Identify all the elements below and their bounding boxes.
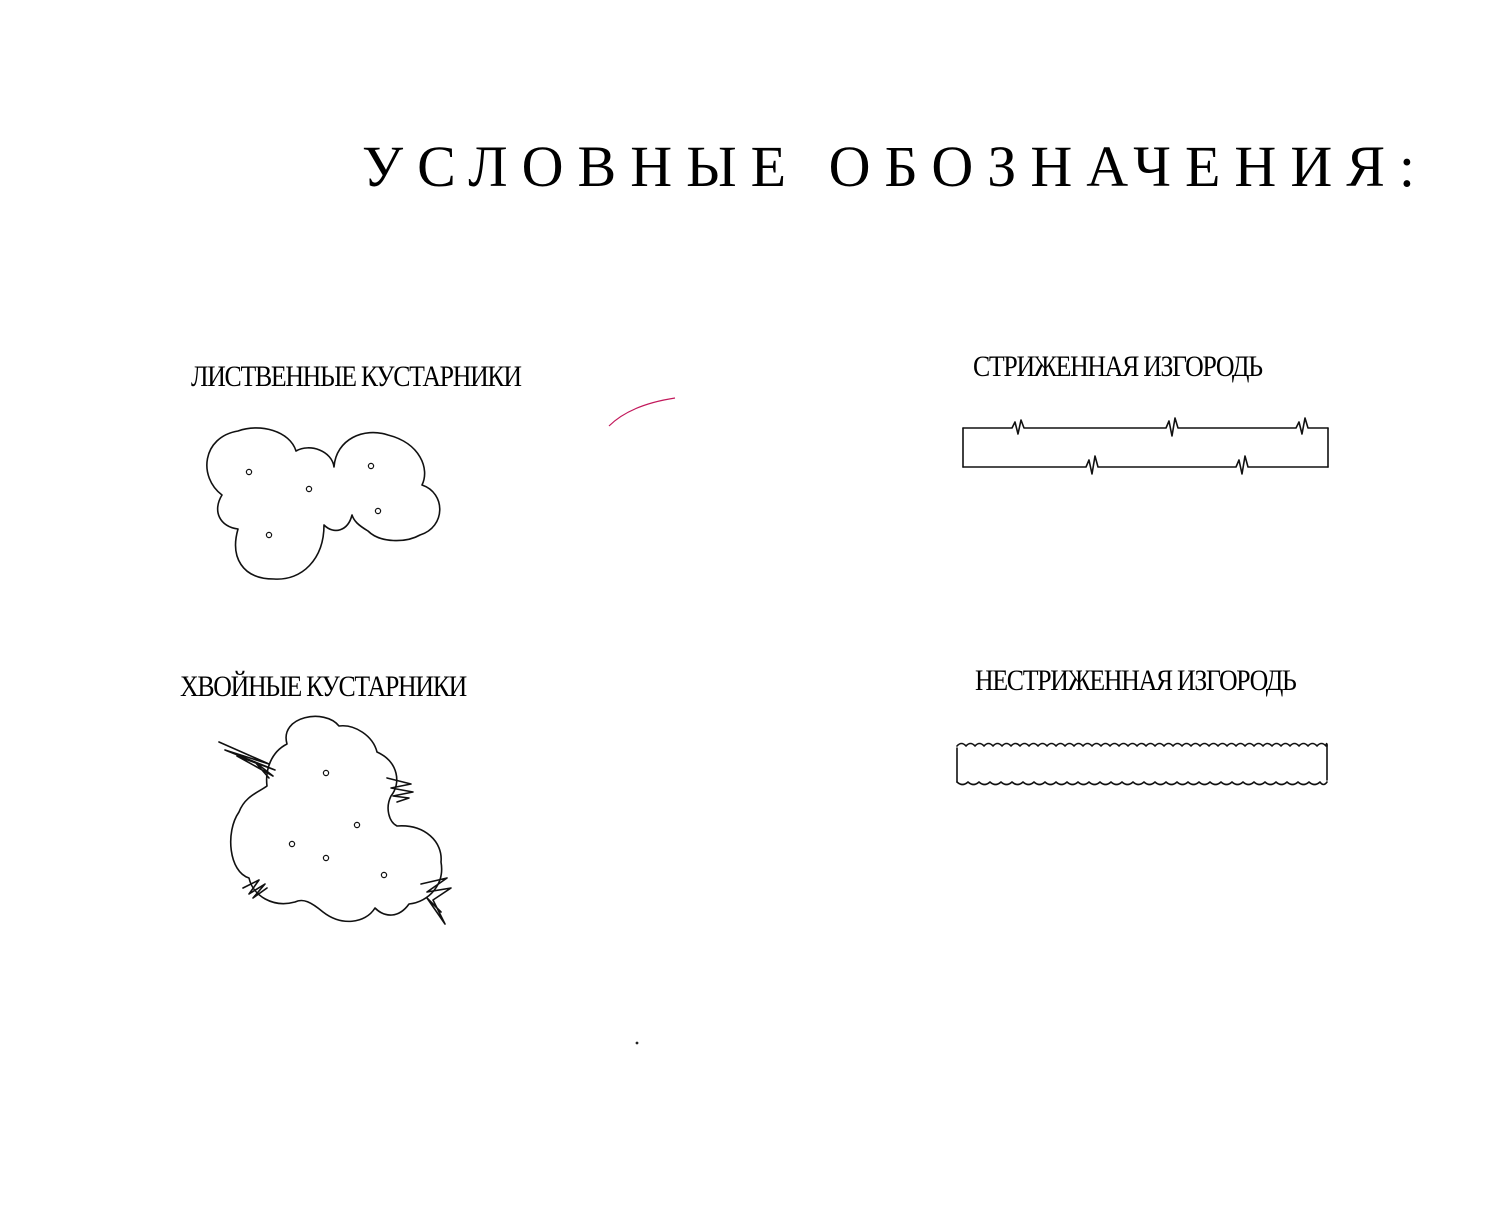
page-title: УСЛОВНЫЕ ОБОЗНАЧЕНИЯ: [362,134,1430,199]
legend-label-clipped-hedge: СТРИЖЕННАЯ ИЗГОРОДЬ [973,350,1262,383]
deciduous-shrub-icon [198,425,448,585]
legend-label-coniferous-shrubs: ХВОЙНЫЕ КУСТАРНИКИ [180,670,466,703]
legend-label-unclipped-hedge: НЕСТРИЖЕННАЯ ИЗГОРОДЬ [975,664,1296,697]
unclipped-hedge-icon [954,738,1332,788]
scan-artifact-dot [634,1040,640,1046]
clipped-hedge-icon [960,412,1332,478]
legend-label-deciduous-shrubs: ЛИСТВЕННЫЕ КУСТАРНИКИ [191,360,521,393]
scan-artifact-mark [605,392,685,432]
coniferous-shrub-icon [215,712,455,932]
